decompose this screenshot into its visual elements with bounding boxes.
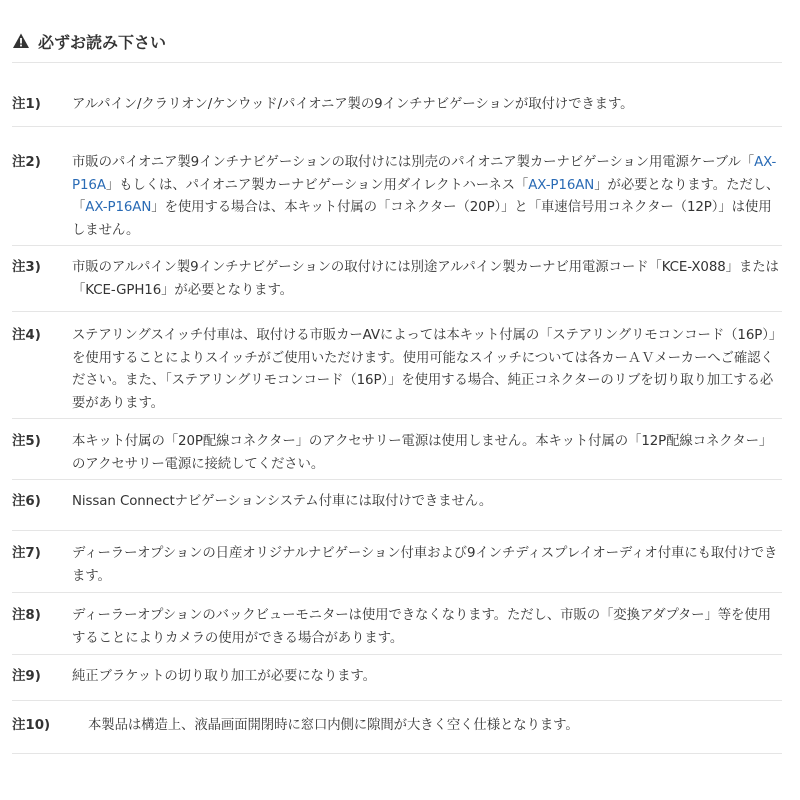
note-text: ディーラーオプションのバックビューモニターは使用できなくなります。ただし、市販の「変換アダプター」等を使用することによりカメラの使用ができる場合があります。 bbox=[72, 608, 771, 646]
note-4 bbox=[12, 312, 782, 419]
note-label: 注4) bbox=[12, 328, 41, 343]
product-link-ax-p16an[interactable]: AX-P16AN bbox=[528, 177, 595, 193]
note-text: Nissan Connectナビゲーションシステム付車には取付けできません。 bbox=[72, 494, 493, 509]
product-link-ax-p16an-2[interactable]: AX-P16AN bbox=[85, 200, 152, 215]
note-text: 本製品は構造上、液晶画面開閉時に窓口内側に隙間が大きく空く仕様となります。 bbox=[88, 718, 579, 733]
note-label: 注5) bbox=[12, 434, 41, 449]
product-link-ax-p16a[interactable]: AX-P16A bbox=[72, 155, 777, 193]
note-text: 市販のアルパイン製9インチナビゲーションの取付けには別途アルパイン製カーナビ用電源コード「KCE-X088」または「KCE-GPH16」が必要となります。 bbox=[72, 260, 779, 298]
note-label: 注9) bbox=[12, 669, 41, 684]
note-5 bbox=[12, 419, 782, 480]
note-9 bbox=[12, 655, 782, 701]
note-text: アルパイン/クラリオン/ケンウッド/パイオニア製の9インチナビゲーションが取付けできます。 bbox=[72, 97, 634, 112]
note-text: ステアリングスイッチ付車は、取付ける市販カーAVによっては本キット付属の「ステアリングリモコンコード（16P）」を使用することによりスイッチがご使用いただけます。使用可能なスイッチについては各カーＡＶメーカーへご確認ください。また、「ステアリングリモコンコード（16P）」を使用する場合、純正コネクターのリブを切り取り加工する必要があります。 bbox=[72, 328, 776, 411]
note-7 bbox=[12, 531, 782, 593]
note-label: 注1) bbox=[12, 97, 41, 112]
warning-icon bbox=[12, 32, 30, 50]
note-label: 注7) bbox=[12, 546, 41, 561]
note-label: 注10) bbox=[12, 718, 51, 733]
note-3 bbox=[12, 246, 782, 312]
note-text: 本キット付属の「20P配線コネクター」のアクセサリー電源は使用しません。本キット付属の「12P配線コネクター」のアクセサリー電源に接続してください。 bbox=[72, 434, 773, 472]
note-label: 注3) bbox=[12, 260, 41, 275]
note-6 bbox=[12, 480, 782, 531]
note-8 bbox=[12, 593, 782, 655]
note-10 bbox=[12, 701, 782, 754]
note-label: 注6) bbox=[12, 494, 41, 509]
note-1 bbox=[12, 63, 782, 127]
note-label: 注8) bbox=[12, 608, 41, 623]
note-label: 注2) bbox=[12, 155, 41, 170]
note-text: 市販のパイオニア製9インチナビゲーションの取付けには別売のパイオニア製カーナビゲーション用電源ケーブル「AX-P16A」もしくは、パイオニア製カーナビゲーション用ダイレクトハーネス「AX-P16AN」が必要となります。ただし、「AX-P16AN」を使用する場合は、本キット付属の「コネクター（20P）」と「車速信号用コネクター（12P）」は使用しません。 bbox=[72, 155, 780, 238]
note-text: 純正ブラケットの切り取り加工が必要になります。 bbox=[72, 669, 376, 684]
notice-title: 必ずお読み下さい bbox=[38, 32, 167, 52]
note-text: ディーラーオプションの日産オリジナルナビゲーション付車および9インチディスプレイオーディオ付車にも取付けできます。 bbox=[72, 546, 778, 584]
note-2 bbox=[12, 127, 782, 246]
notes-list bbox=[12, 63, 782, 754]
notice-header bbox=[12, 26, 166, 56]
